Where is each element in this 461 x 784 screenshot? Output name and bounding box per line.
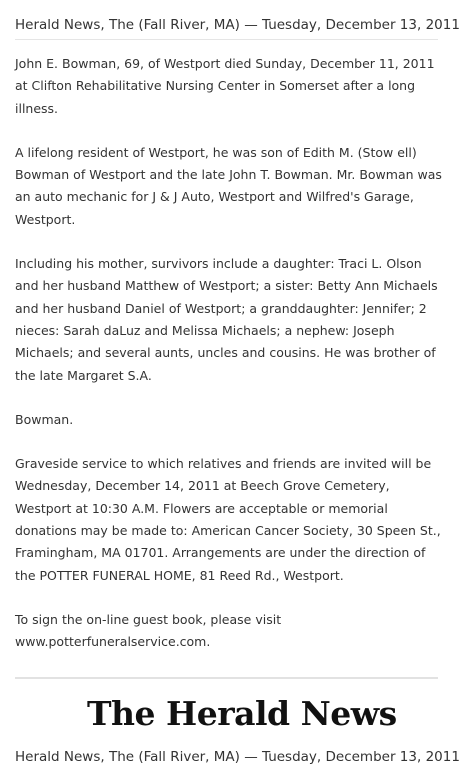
- source-footer: Herald News, The (Fall River, MA) — Tuesday, December 13, 2011: [15, 749, 460, 765]
- paragraph-surname: Bowman.: [15, 411, 74, 427]
- header-divider: [15, 39, 438, 40]
- paragraph-service: Graveside service to which relatives and friends are invited will be Wednesday, December 14, 2011 at Beech Grove Cemetery, Westport at 10:30 A.M. Flowers are acceptable or memorial donations may be made to: American Cancer Society, 30 Speen St., Framingham, MA 01701. Arrangements are under the direction of the POTTER FUNERAL HOME, 81 Reed Rd., Westport.: [15, 456, 441, 583]
- article-body: [15, 53, 443, 676]
- paragraph-survivors: Including his mother, survivors include a daughter: Traci L. Olson and her husband Matthew of Westport; a sister: Betty Ann Michaels and her husband Daniel of Westport; a granddaughter: Jennifer; 2 nieces: Sarah daLuz and Melissa Michaels; a nephew: Joseph Michaels; and several aunts, uncles and cousins. He was brother of the late Margaret S.A.: [15, 256, 438, 383]
- herald-news-logo: The Herald News: [87, 694, 397, 733]
- paragraph-guest-book: To sign the on-line guest book, please visit www.potterfuneralservice.com.: [15, 611, 282, 650]
- paragraph-death-notice: John E. Bowman, 69, of Westport died Sunday, December 11, 2011 at Clifton Rehabilitative Nursing Center in Somerset after a long illness.: [15, 56, 435, 116]
- paragraph-biography: A lifelong resident of Westport, he was son of Edith M. (Stow ell) Bowman of Westport and the late John T. Bowman. Mr. Bowman was an auto mechanic for J & J Auto, Westport and Wilfred's Garage, Westport.: [15, 144, 442, 227]
- footer-divider: [15, 677, 438, 679]
- source-header: Herald News, The (Fall River, MA) — Tuesday, December 13, 2011: [15, 17, 460, 33]
